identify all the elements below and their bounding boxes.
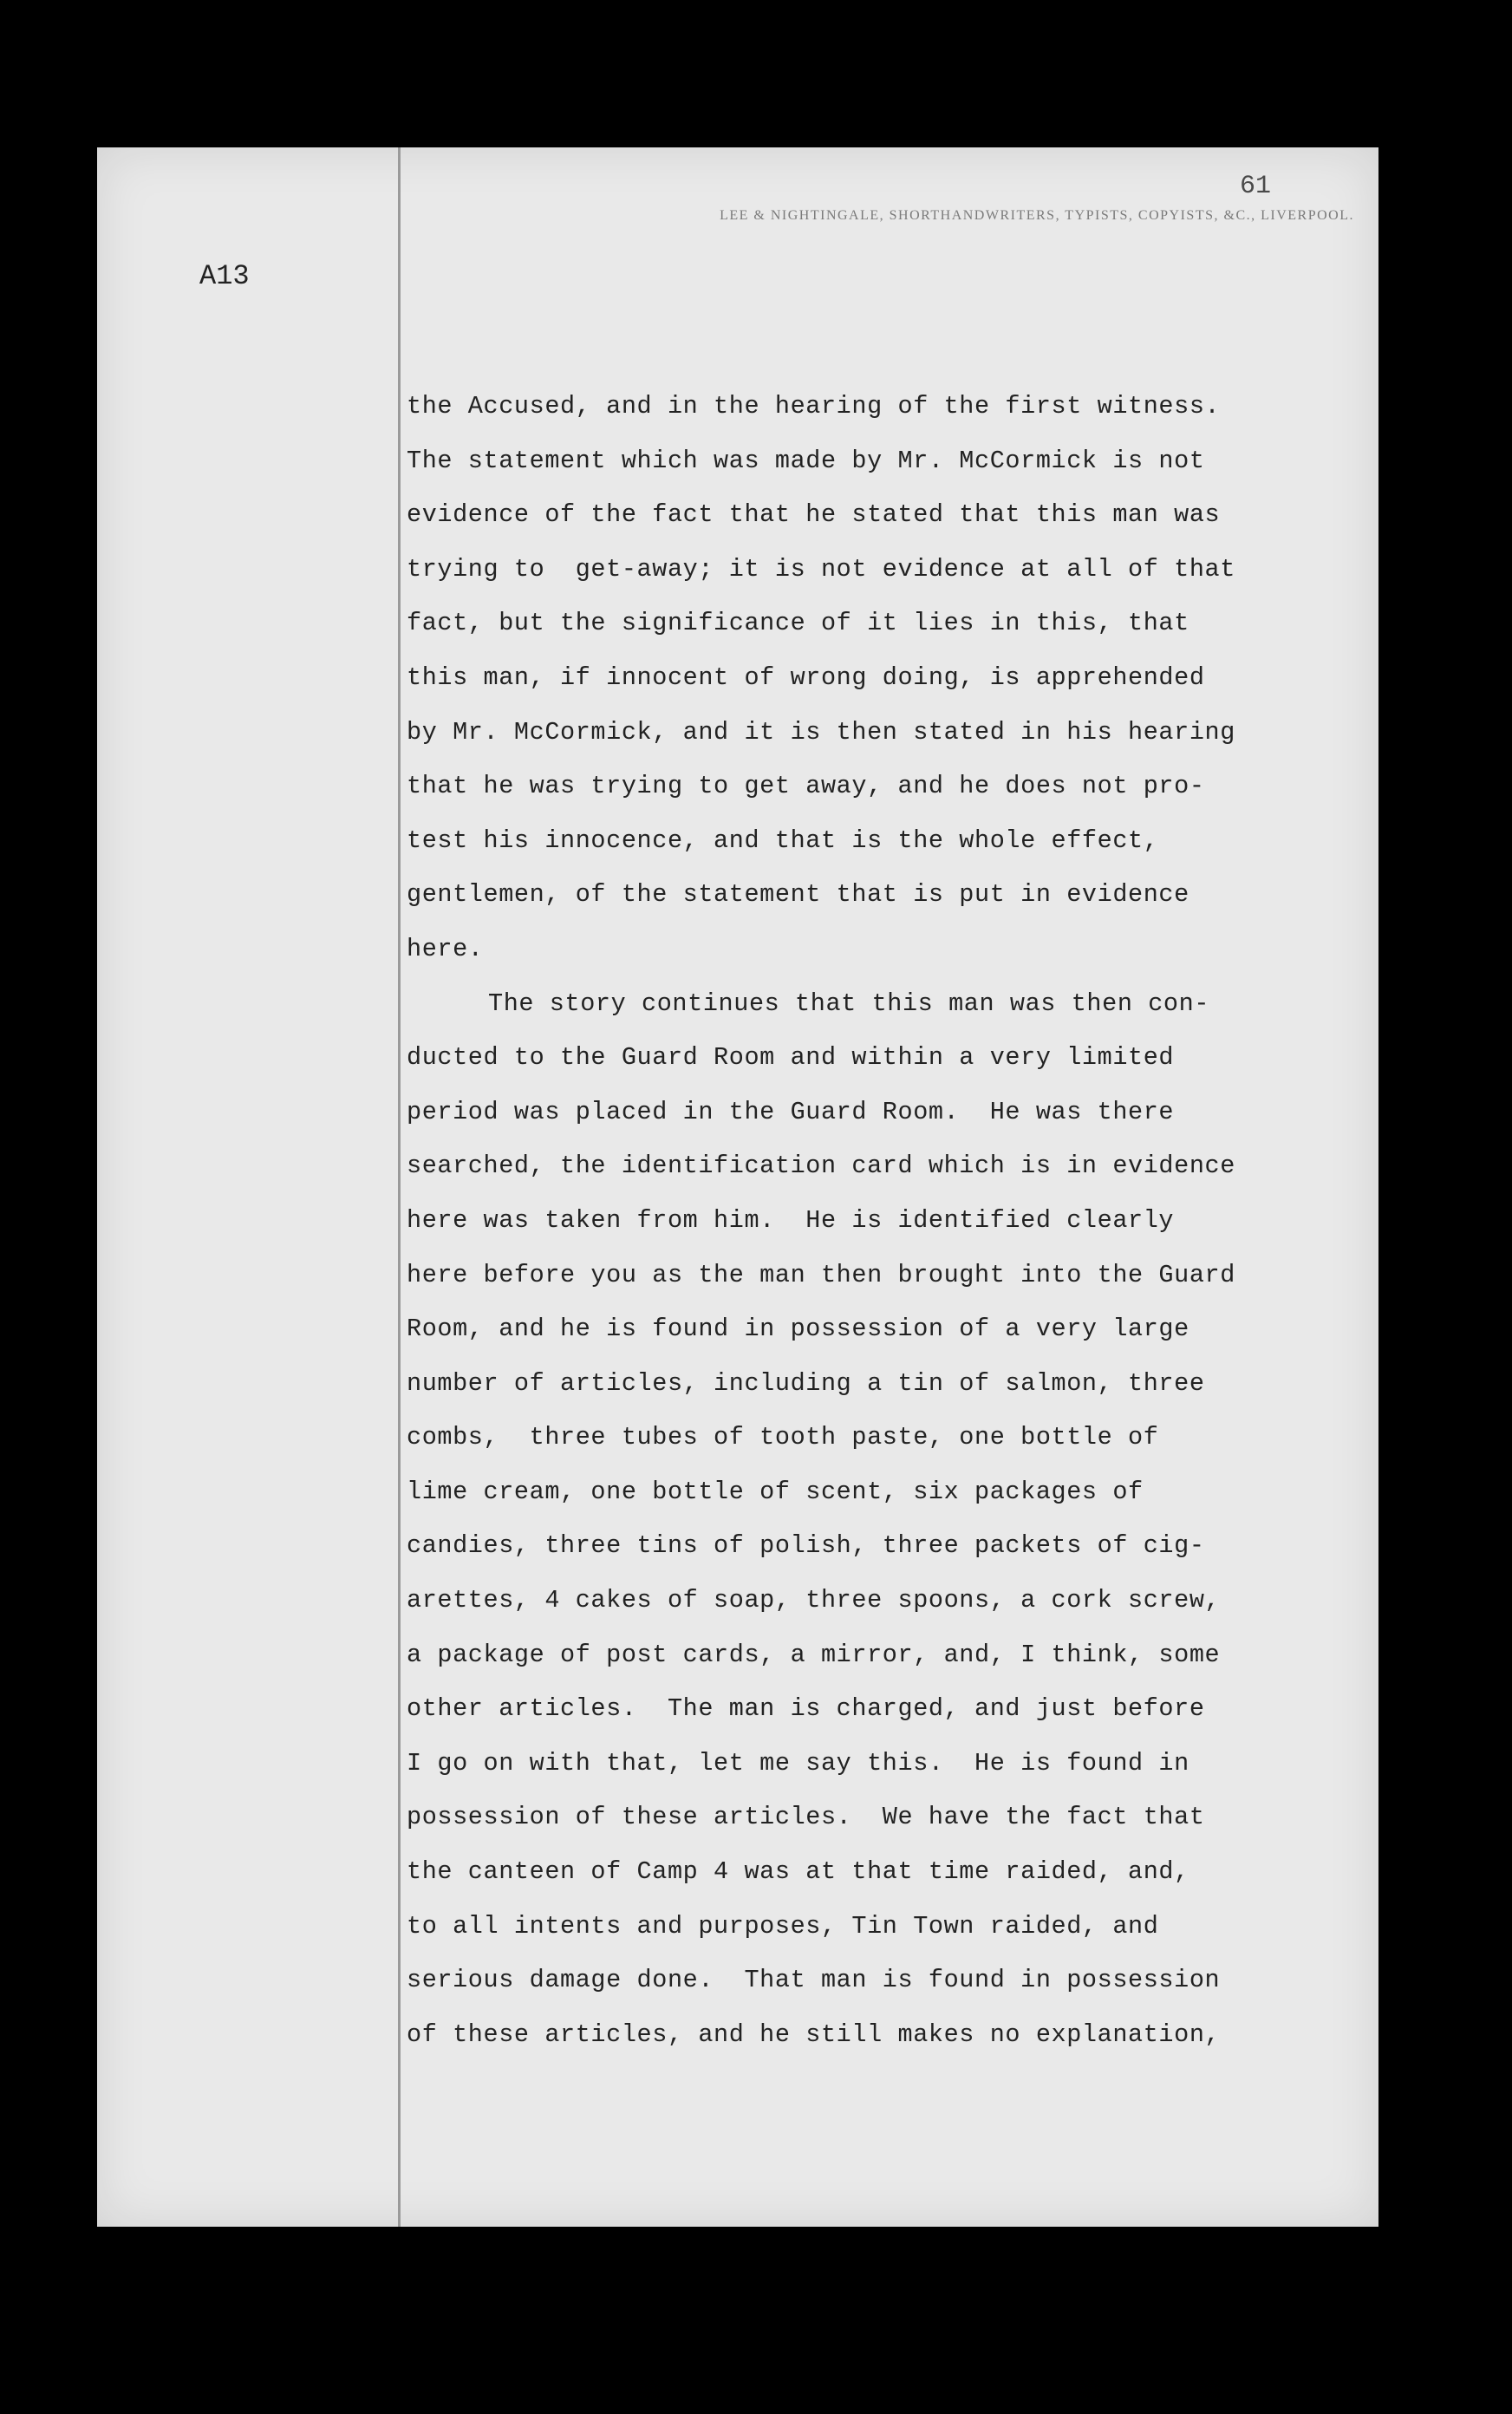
text-line: that he was trying to get away, and he does not pro- bbox=[407, 772, 1205, 801]
margin-rule bbox=[398, 147, 401, 2227]
text-line: serious damage done. That man is found in possession bbox=[407, 1966, 1221, 1995]
text-line: The story continues that this man was then con- bbox=[488, 988, 1210, 1018]
text-line: ducted to the Guard Room and within a very limited bbox=[407, 1043, 1175, 1073]
text-line: The statement which was made by Mr. McCormick is not bbox=[407, 446, 1205, 475]
text-line: here was taken from him. He is identified clearly bbox=[407, 1205, 1175, 1235]
text-line: trying to get-away; it is not evidence at all of that bbox=[407, 554, 1235, 584]
text-line: fact, but the significance of it lies in this, that bbox=[407, 609, 1189, 638]
letterhead: LEE & NIGHTINGALE, SHORTHANDWRITERS, TYPISTS, COPYISTS, &C., LIVERPOOL. bbox=[720, 208, 1354, 223]
reference-code: A13 bbox=[199, 260, 250, 292]
text-line: possession of these articles. We have the fact that bbox=[407, 1803, 1205, 1832]
text-line: here before you as the man then brought into the Guard bbox=[407, 1260, 1235, 1289]
text-line: here. bbox=[407, 934, 484, 963]
text-line: searched, the identification card which is in evidence bbox=[407, 1152, 1235, 1181]
text-line: test his innocence, and that is the whole effect, bbox=[407, 825, 1159, 855]
text-line: period was placed in the Guard Room. He was there bbox=[407, 1097, 1175, 1126]
text-line: by Mr. McCormick, and it is then stated in his hearing bbox=[407, 717, 1235, 747]
text-line: arettes, 4 cakes of soap, three spoons, a cork screw, bbox=[407, 1586, 1221, 1615]
text-line: evidence of the fact that he stated that this man was bbox=[407, 500, 1221, 530]
page-number: 61 bbox=[1240, 172, 1272, 201]
text-line: number of articles, including a tin of salmon, three bbox=[407, 1368, 1205, 1398]
text-line: I go on with that, let me say this. He is found in bbox=[407, 1748, 1189, 1778]
text-line: gentlemen, of the statement that is put in evidence bbox=[407, 880, 1189, 910]
text-line: of these articles, and he still makes no explanation, bbox=[407, 2019, 1221, 2049]
text-line: lime cream, one bottle of scent, six packages of bbox=[407, 1477, 1144, 1506]
transcript-body bbox=[407, 380, 1369, 2062]
text-line: candies, three tins of polish, three packets of cig- bbox=[407, 1531, 1205, 1561]
text-line: other articles. The man is charged, and just before bbox=[407, 1694, 1205, 1724]
text-line: this man, if innocent of wrong doing, is apprehended bbox=[407, 662, 1205, 692]
text-line: Room, and he is found in possession of a very large bbox=[407, 1315, 1189, 1344]
text-line: the Accused, and in the hearing of the first witness. bbox=[407, 392, 1221, 421]
text-line: combs, three tubes of tooth paste, one bottle of bbox=[407, 1423, 1159, 1452]
text-line: to all intents and purposes, Tin Town raided, and bbox=[407, 1911, 1159, 1941]
text-line: a package of post cards, a mirror, and, I think, some bbox=[407, 1640, 1221, 1669]
text-line: the canteen of Camp 4 was at that time raided, and, bbox=[407, 1857, 1189, 1887]
document-page bbox=[97, 147, 1378, 2227]
